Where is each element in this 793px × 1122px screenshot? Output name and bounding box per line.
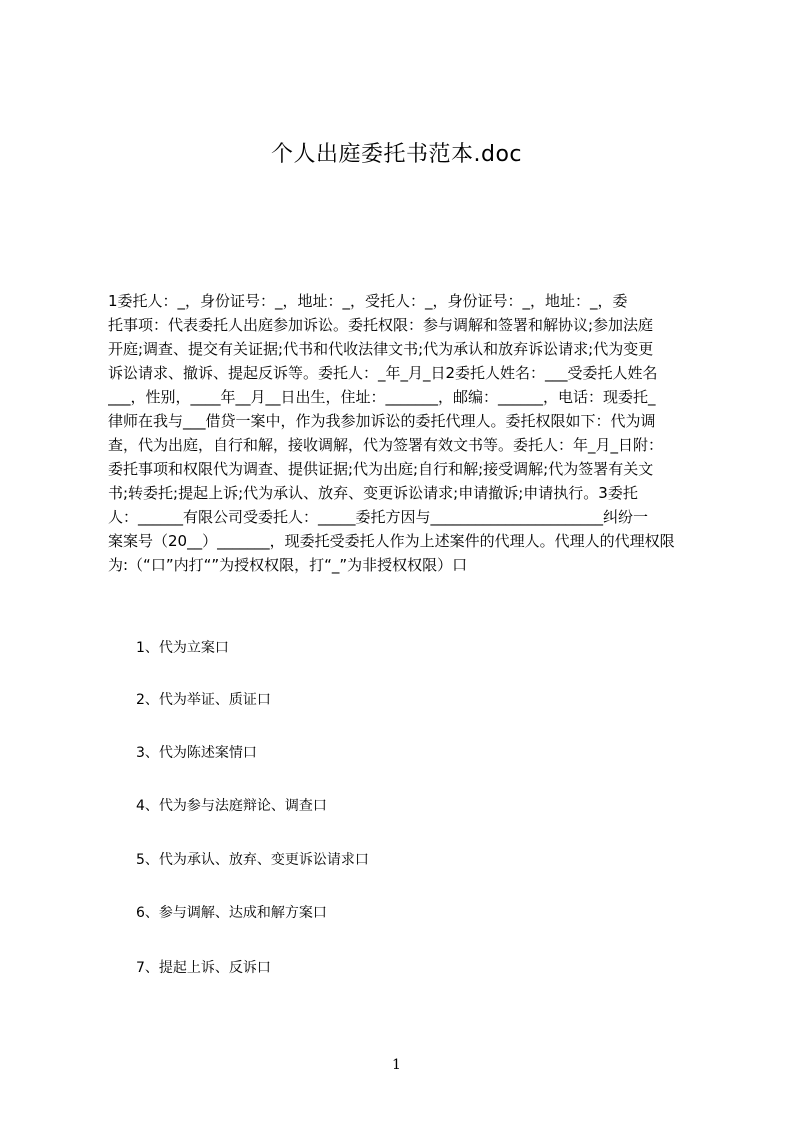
body-line: ___，性别，____年__月__日出生，住址：_______，邮编：______，电话：现委托_ bbox=[108, 388, 656, 406]
list-item: 7、提起上诉、反诉口 bbox=[136, 960, 271, 976]
list-item: 1、代为立案口 bbox=[136, 640, 229, 656]
list-item: 2、代为举证、质证口 bbox=[136, 692, 271, 708]
body-line: 案案号（20__）_______，现委托受委托人作为上述案件的代理人。代理人的代理权限 bbox=[108, 532, 675, 550]
body-line: 托事项：代表委托人出庭参加诉讼。委托权限：参与调解和签署和解协议;参加法庭 bbox=[108, 316, 654, 334]
list-item: 5、代为承认、放弃、变更诉讼请求口 bbox=[136, 852, 369, 868]
body-line: 开庭;调查、提交有关证据;代书和代收法律文书;代为承认和放弃诉讼请求;代为变更 bbox=[108, 340, 654, 358]
body-line: 诉讼请求、撤诉、提起反诉等。委托人：_年_月_日2委托人姓名：___受委托人姓名 bbox=[108, 364, 658, 382]
body-line: 人：______有限公司受委托人：_____委托方因与_______________________纠纷一 bbox=[108, 508, 649, 526]
list-item: 3、代为陈述案情口 bbox=[136, 745, 257, 761]
document-body bbox=[108, 289, 698, 577]
page-number: 1 bbox=[392, 1057, 401, 1073]
body-line: 律师在我与___借贷一案中，作为我参加诉讼的委托代理人。委托权限如下：代为调 bbox=[108, 412, 656, 430]
list-item: 4、代为参与法庭辩论、调查口 bbox=[136, 798, 327, 814]
body-line: 书;转委托;提起上诉;代为承认、放弃、变更诉讼请求;申请撤诉;申请执行。3委托 bbox=[108, 484, 638, 502]
body-line: 为:（“口”内打“”为授权权限，打“_”为非授权权限）口 bbox=[108, 556, 468, 574]
document-title: 个人出庭委托书范本.doc bbox=[270, 142, 522, 167]
list-item: 6、参与调解、达成和解方案口 bbox=[136, 905, 327, 921]
body-line: 1委托人：_，身份证号：_，地址：_，受托人：_，身份证号：_，地址：_，委 bbox=[108, 292, 628, 310]
body-line: 查，代为出庭，自行和解，接收调解，代为签署有效文书等。委托人：年_月_日附： bbox=[108, 436, 664, 454]
body-line: 委托事项和权限代为调查、提供证据;代为出庭;自行和解;接受调解;代为签署有关文 bbox=[108, 460, 654, 478]
